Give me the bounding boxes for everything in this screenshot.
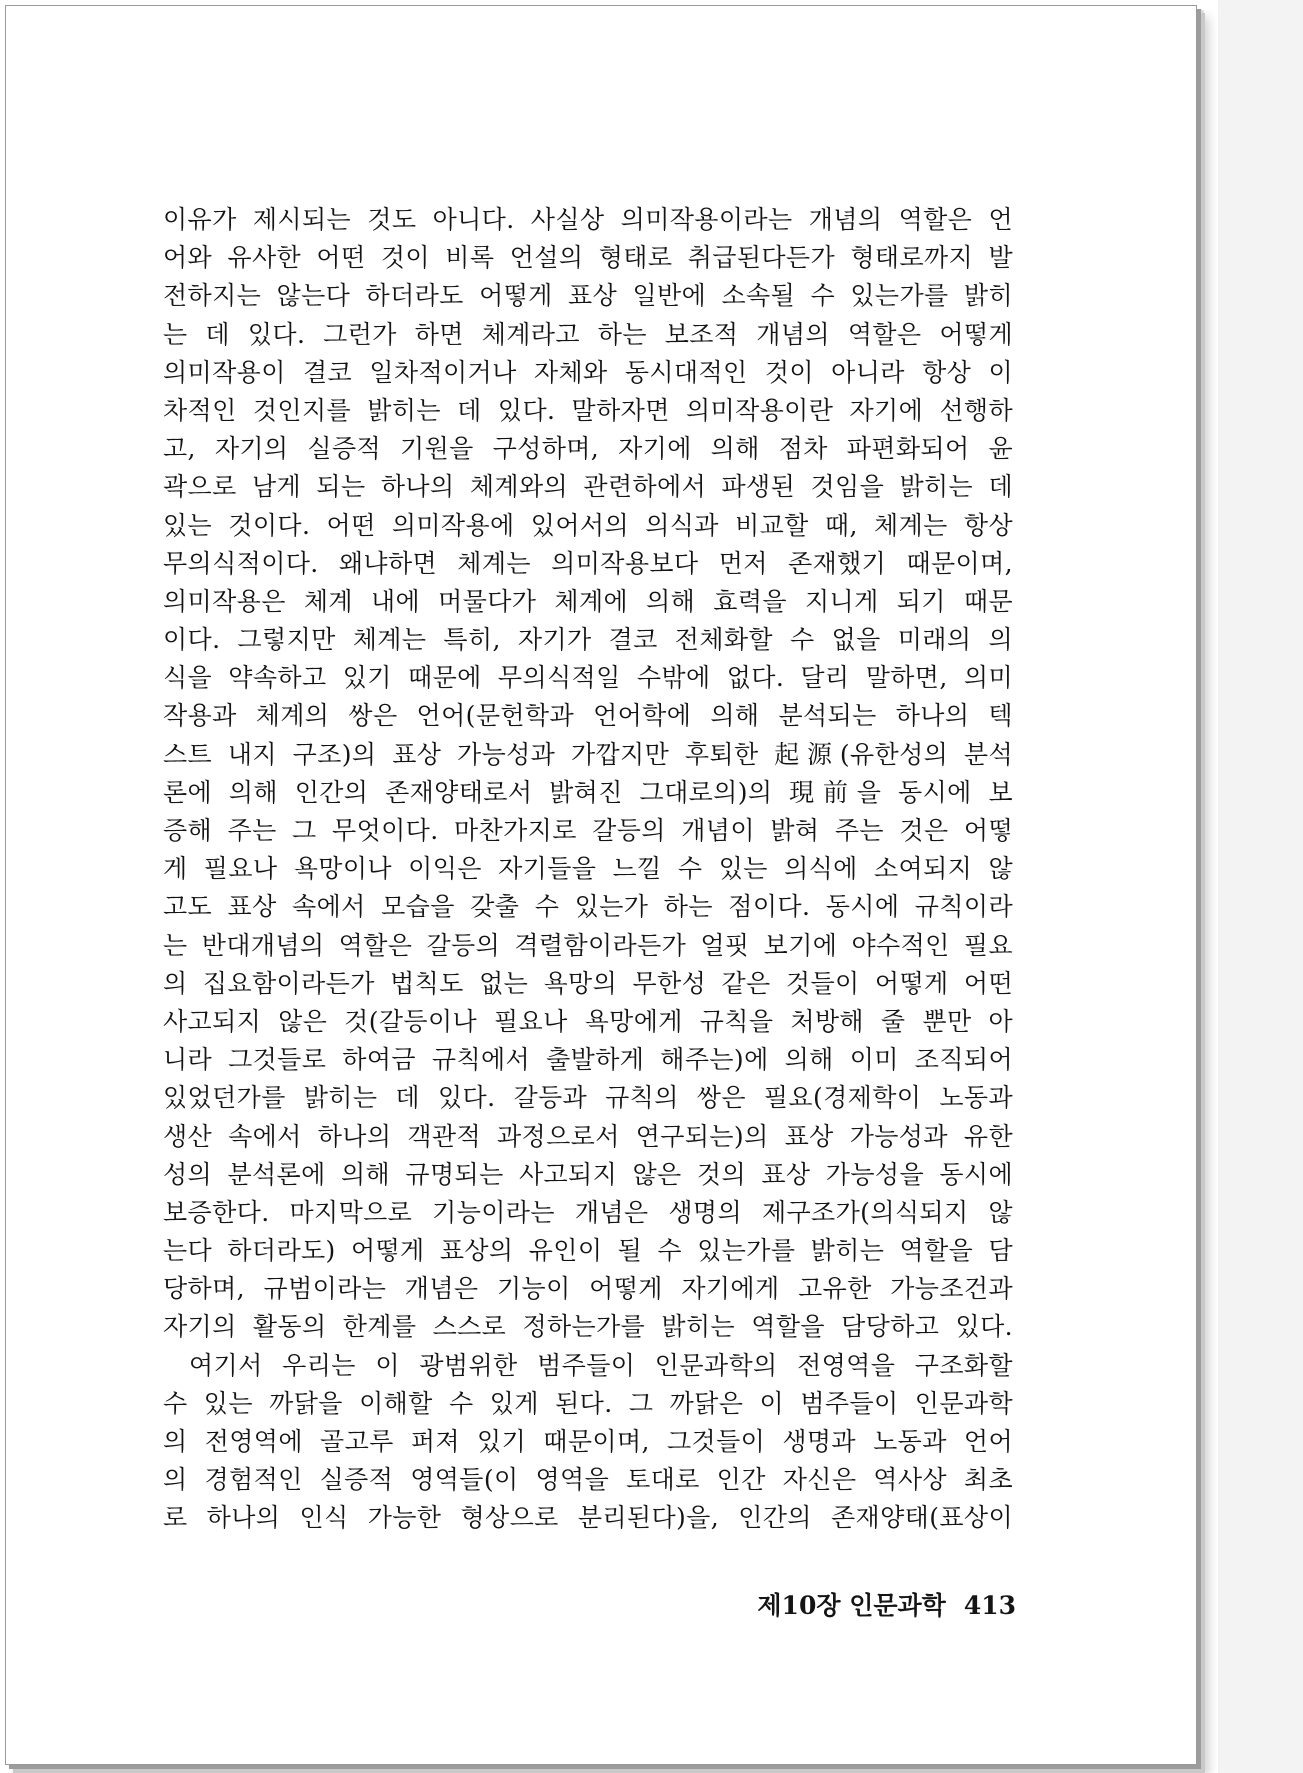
text-line: 차적인 것인지를 밝히는 데 있다. 말하자면 의미작용이란 자기에 선행하 <box>163 395 1013 425</box>
text-line: 성의 분석론에 의해 규명되는 사고되지 않은 것의 표상 가능성을 동시에 <box>163 1159 1013 1189</box>
text-line: 보증한다. 마지막으로 기능이라는 개념은 생명의 제구조가(의식되지 않 <box>163 1197 1013 1227</box>
text-line: 수 있는 까닭을 이해할 수 있게 된다. 그 까닭은 이 범주들이 인문과학 <box>163 1388 1013 1418</box>
running-footer-chapter: 제10장 인문과학 <box>757 1591 946 1620</box>
body-text <box>163 201 1013 1538</box>
text-line: 고, 자기의 실증적 기원을 구성하며, 자기에 의해 점차 파편화되어 윤 <box>163 434 1013 464</box>
text-line: 사고되지 않은 것(갈등이나 필요나 욕망에게 규칙을 처방해 줄 뿐만 아 <box>163 1006 1013 1036</box>
text-line: 의미작용이 결코 일차적이거나 자체와 동시대적인 것이 아니라 항상 이 <box>163 357 1013 387</box>
text-line: 무의식적이다. 왜냐하면 체계는 의미작용보다 먼저 존재했기 때문이며, <box>163 548 1013 578</box>
book-page <box>5 5 1197 1765</box>
text-line: 전하지는 않는다 하더라도 어떻게 표상 일반에 소속될 수 있는가를 밝히 <box>163 281 1013 311</box>
text-line: 는다 하더라도) 어떻게 표상의 유인이 될 수 있는가를 밝히는 역할을 담 <box>163 1236 1013 1266</box>
text-line: 당하며, 규범이라는 개념은 기능이 어떻게 자기에게 고유한 가능조건과 <box>163 1274 1013 1304</box>
text-line: 게 필요나 욕망이나 이익은 자기들을 느낄 수 있는 의식에 소여되지 않 <box>163 854 1013 884</box>
text-line: 자기의 활동의 한계를 스스로 정하는가를 밝히는 역할을 담당하고 있다. <box>163 1312 1013 1342</box>
text-line: 스트 내지 구조)의 표상 가능성과 가깝지만 후퇴한 起源(유한성의 분석 <box>163 739 1013 769</box>
text-line: 로 하나의 인식 가능한 형상으로 분리된다)을, 인간의 존재양태(표상이 <box>163 1503 1013 1533</box>
text-line: 있는 것이다. 어떤 의미작용에 있어서의 의식과 비교할 때, 체계는 항상 <box>163 510 1013 540</box>
text-line: 작용과 체계의 쌍은 언어(문헌학과 언어학에 의해 분석되는 하나의 텍 <box>163 701 1013 731</box>
text-line: 어와 유사한 어떤 것이 비록 언설의 형태로 취급된다든가 형태로까지 발 <box>163 243 1013 273</box>
viewer-gutter <box>1218 0 1303 1773</box>
text-line: 이유가 제시되는 것도 아니다. 사실상 의미작용이라는 개념의 역할은 언 <box>163 205 1013 234</box>
text-line: 여기서 우리는 이 광범위한 범주들이 인문과학의 전영역을 구조화할 <box>189 1350 1013 1380</box>
text-line: 곽으로 남게 되는 하나의 체계와의 관련하에서 파생된 것임을 밝히는 데 <box>163 472 1013 502</box>
text-line: 이다. 그렇지만 체계는 특히, 자기가 결코 전체화할 수 없을 미래의 의 <box>163 625 1013 655</box>
text-line: 니라 그것들로 하여금 규칙에서 출발하게 해주는)에 의해 이미 조직되어 <box>163 1045 1013 1075</box>
page-number: 413 <box>963 1591 1016 1620</box>
text-line: 론에 의해 인간의 존재양태로서 밝혀진 그대로의)의 現前을 동시에 보 <box>163 777 1013 807</box>
text-line: 는 반대개념의 역할은 갈등의 격렬함이라든가 얼핏 보기에 야수적인 필요 <box>163 930 1013 960</box>
text-line: 의 경험적인 실증적 영역들(이 영역을 토대로 인간 자신은 역사상 최초 <box>163 1465 1013 1495</box>
page-footer <box>726 1586 1016 1626</box>
text-line: 의 전영역에 골고루 퍼져 있기 때문이며, 그것들이 생명과 노동과 언어 <box>163 1427 1013 1456</box>
text-line: 증해 주는 그 무엇이다. 마찬가지로 갈등의 개념이 밝혀 주는 것은 어떻 <box>163 816 1013 845</box>
text-line: 고도 표상 속에서 모습을 갖출 수 있는가 하는 점이다. 동시에 규칙이라 <box>163 892 1013 922</box>
text-line: 식을 약속하고 있기 때문에 무의식적일 수밖에 없다. 달리 말하면, 의미 <box>163 663 1013 693</box>
text-line: 있었던가를 밝히는 데 있다. 갈등과 규칙의 쌍은 필요(경제학이 노동과 <box>163 1083 1013 1113</box>
text-line: 는 데 있다. 그런가 하면 체계라고 하는 보조적 개념의 역할은 어떻게 <box>163 319 1013 349</box>
text-line: 의미작용은 체계 내에 머물다가 체계에 의해 효력을 지니게 되기 때문 <box>163 586 1013 616</box>
text-line: 생산 속에서 하나의 객관적 과정으로서 연구되는)의 표상 가능성과 유한 <box>163 1121 1013 1151</box>
text-line: 의 집요함이라든가 법칙도 없는 욕망의 무한성 같은 것들이 어떻게 어떤 <box>163 968 1013 998</box>
